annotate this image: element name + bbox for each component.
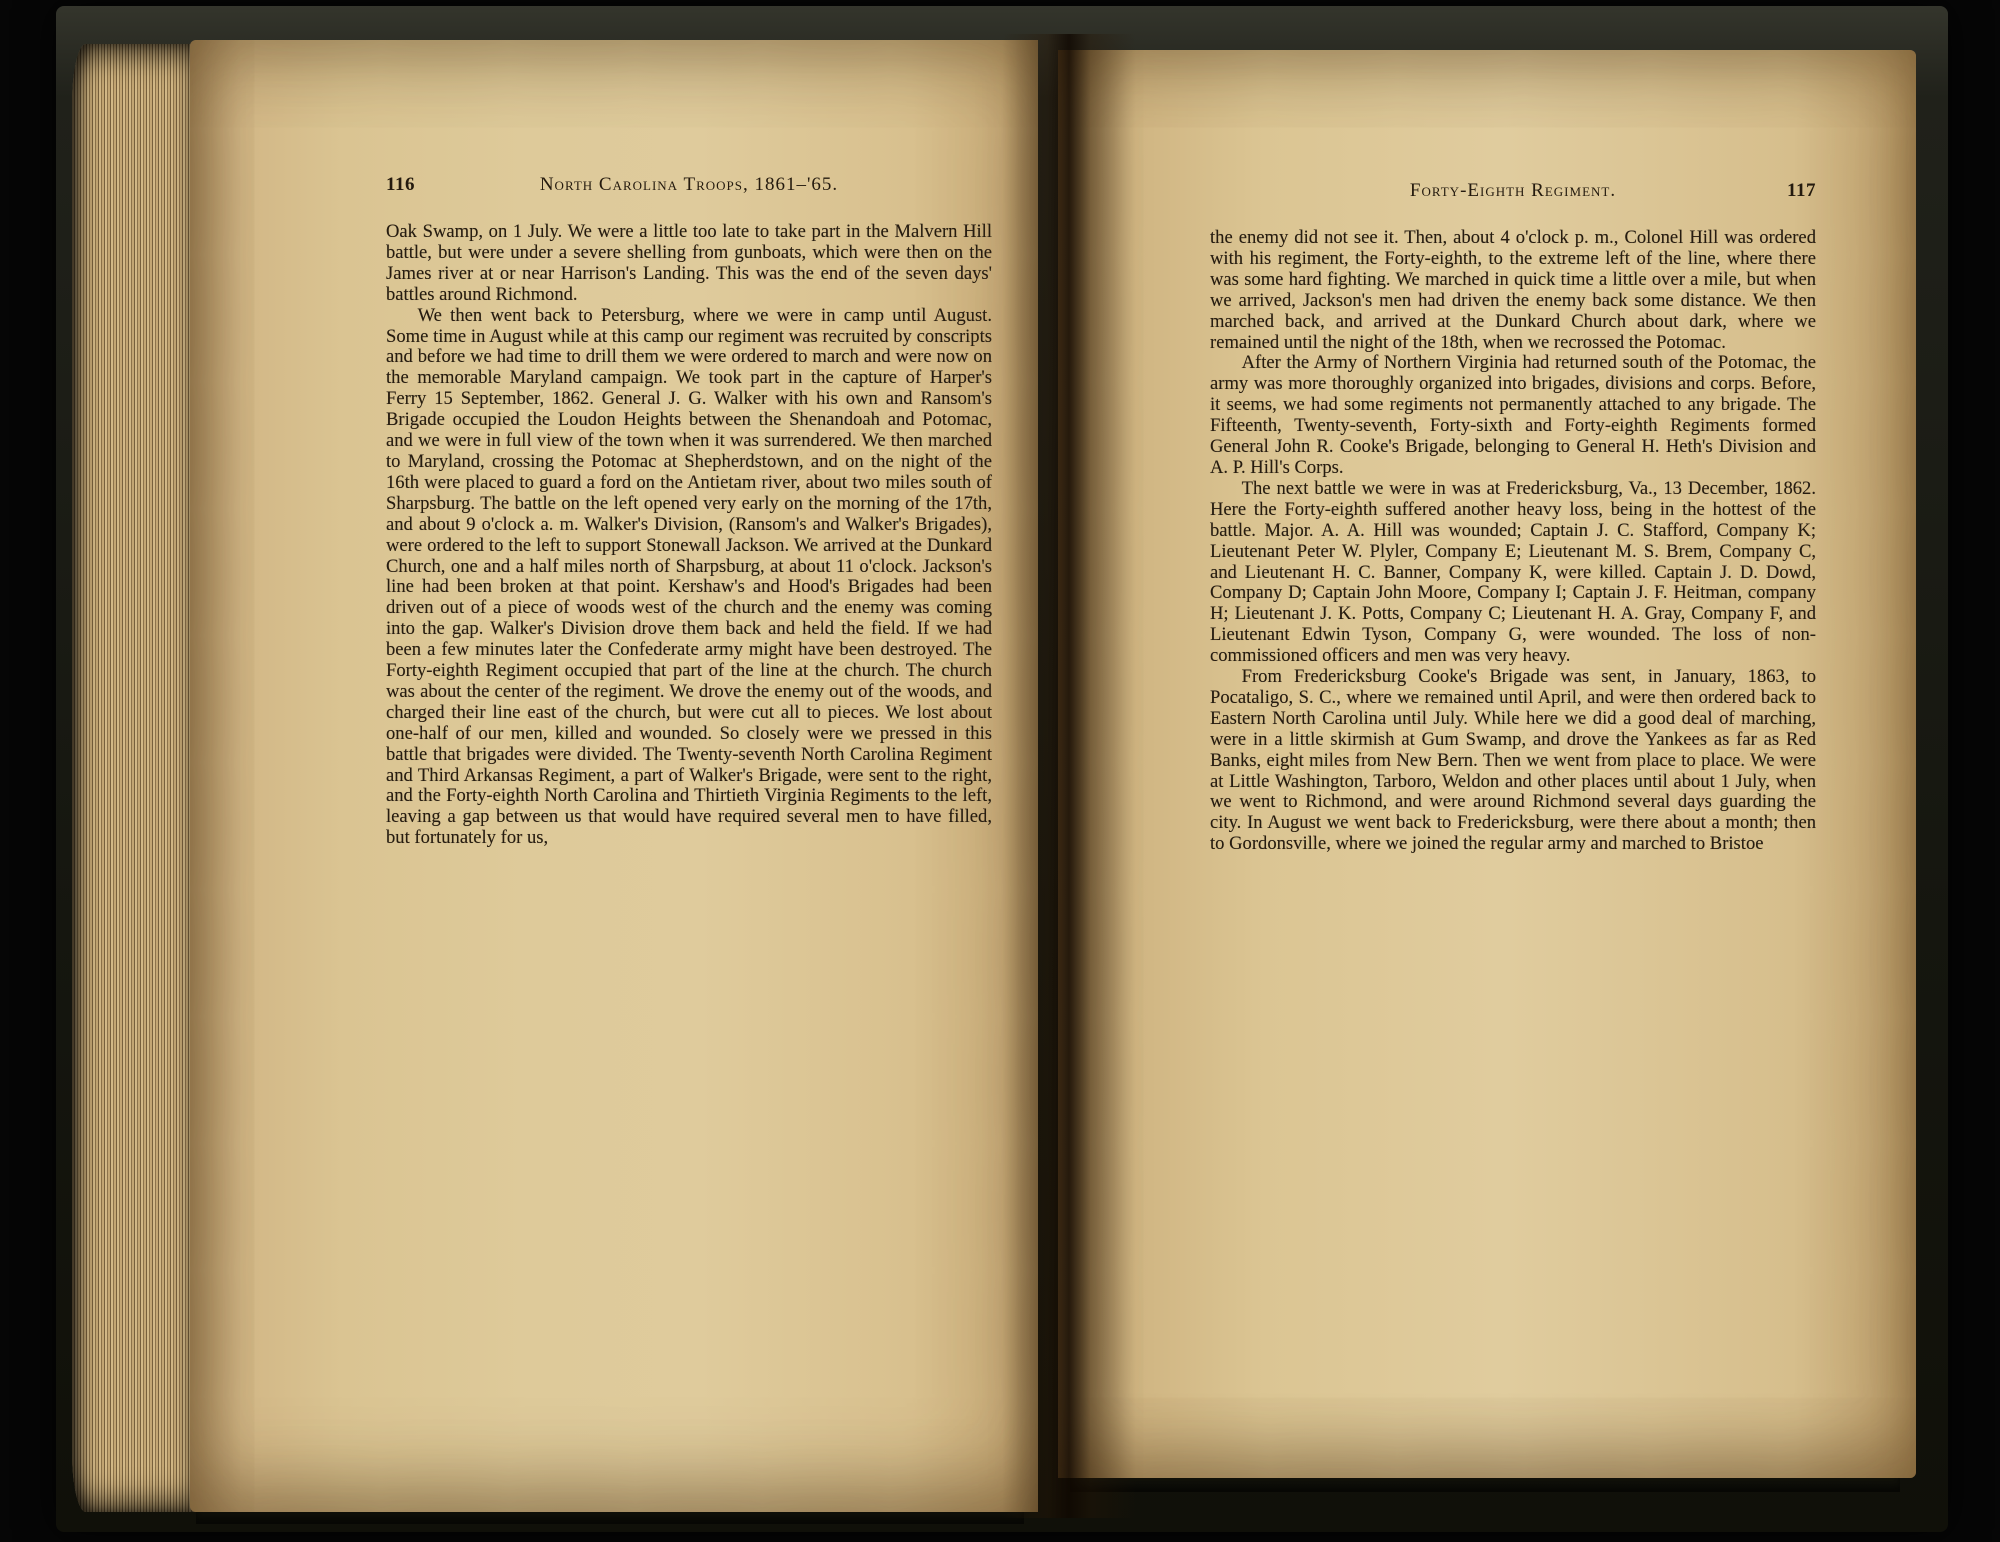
paragraph: From Fredericksburg Cooke's Brigade was sent, in January, 1863, to Pocataligo, S. C., where we remained until April, and were then ordered back to Eastern North Carolina until July. While here we did a good deal of marching, were in a little skirmish at Gum Swamp, and drove the Yankees as far as Red Banks, eight miles from New Bern. Then we went from place to place. We were at Little Washington, Tarboro, Weldon and other places until about 1 July, when we went to Richmond, and were around Richmond several days guarding the city. In August we went back to Fredericksburg, were there about a month; then to Gordonsville, where we joined the regular army and marched to Bristoe	[1210, 666, 1816, 855]
left-page	[190, 40, 1038, 1512]
right-running-title: Forty-Eighth Regiment.	[1409, 180, 1617, 201]
right-page-text	[1210, 228, 1816, 855]
left-page-number: 116	[386, 174, 415, 195]
left-page-text	[386, 222, 992, 849]
right-running-head	[1210, 180, 1816, 202]
left-running-head	[386, 174, 992, 196]
paragraph: the enemy did not see it. Then, about 4 o'clock p. m., Colonel Hill was ordered with his regiment, the Forty-eighth, to the extreme left of the line, where there was some hard fighting. We marched in quick time a little over a mile, but when we arrived, Jackson's men had driven the enemy back some distance. We then marched back, and arrived at the Dunkard Church about dark, where we remained until the night of the 18th, when we recrossed the Potomac.	[1210, 227, 1816, 353]
paragraph: After the Army of Northern Virginia had returned south of the Potomac, the army was more thoroughly organized into brigades, divisions and corps. Before, it seems, we had some regiments not permanently attached to any brigade. The Fifteenth, Twenty-seventh, Forty-sixth and Forty-eighth Regiments formed General John R. Cooke's Brigade, belonging to General H. Heth's Division and A. P. Hill's Corps.	[1210, 352, 1816, 478]
paragraph: We then went back to Petersburg, where we were in camp until August. Some time in August while at this camp our regiment was recruited by conscripts and before we had time to drill them we were ordered to march and were now on the memorable Maryland campaign. We took part in the capture of Harper's Ferry 15 September, 1862. General J. G. Walker with his own and Ransom's Brigade occupied the Loudon Heights between the Shenandoah and Potomac, and we were in full view of the town when it was surrendered. We then marched to Maryland, crossing the Potomac at Shepherdstown, and on the night of the 16th were placed to guard a ford on the Antietam river, about two miles south of Sharpsburg. The battle on the left opened very early on the morning of the 17th, and about 9 o'clock a. m. Walker's Division, (Ransom's and Walker's Brigades), were ordered to the left to support Stonewall Jackson. We arrived at the Dunkard Church, one and a half miles north of Sharpsburg, at about 11 o'clock. Jackson's line had been broken at that point. Kershaw's and Hood's Brigades had been driven out of a piece of woods west of the church and the enemy was coming into the gap. Walker's Division drove them back and held the field. If we had been a few minutes later the Confederate army might have been destroyed. The Forty-eighth Regiment occupied that part of the line at the church. The church was about the center of the regiment. We drove the enemy out of the woods, and charged their line east of the church, but were cut all to pieces. We lost about one-half of our men, killed and wounded. So closely were we pressed in this battle that brigades were divided. The Twenty-seventh North Carolina Regiment and Third Arkansas Regiment, a part of Walker's Brigade, were sent to the right, and the Forty-eighth North Carolina and Thirtieth Virginia Regiments to the left, leaving a gap between us that would have required several men to have filled, but fortunately for us,	[386, 304, 992, 849]
paragraph: Oak Swamp, on 1 July. We were a little too late to take part in the Malvern Hill battle, but were under a severe shelling from gunboats, which were then on the James river at or near Harrison's Landing. This was the end of the seven days' battles around Richmond.	[386, 221, 992, 305]
left-running-title: North Carolina Troops, 1861–'65.	[539, 174, 839, 195]
right-page	[1058, 50, 1916, 1478]
right-page-number: 117	[1787, 180, 1816, 201]
paragraph: The next battle we were in was at Fredericksburg, Va., 13 December, 1862. Here the Forty-eighth suffered another heavy loss, being in the hottest of the battle. Major. A. A. Hill was wounded; Captain J. C. Stafford, Company K; Lieutenant Peter W. Plyler, Company E; Lieutenant M. S. Brem, Company C, and Lieutenant H. C. Banner, Company K, were killed. Captain J. D. Dowd, Company D; Captain John Moore, Company I; Captain J. F. Heitman, company H; Lieutenant J. K. Potts, Company C; Lieutenant H. A. Gray, Company F, and Lieutenant Edwin Tyson, Company G, were wounded. The loss of non-commissioned officers and men was very heavy.	[1210, 477, 1816, 667]
page-edges-stack-left	[72, 44, 200, 1512]
